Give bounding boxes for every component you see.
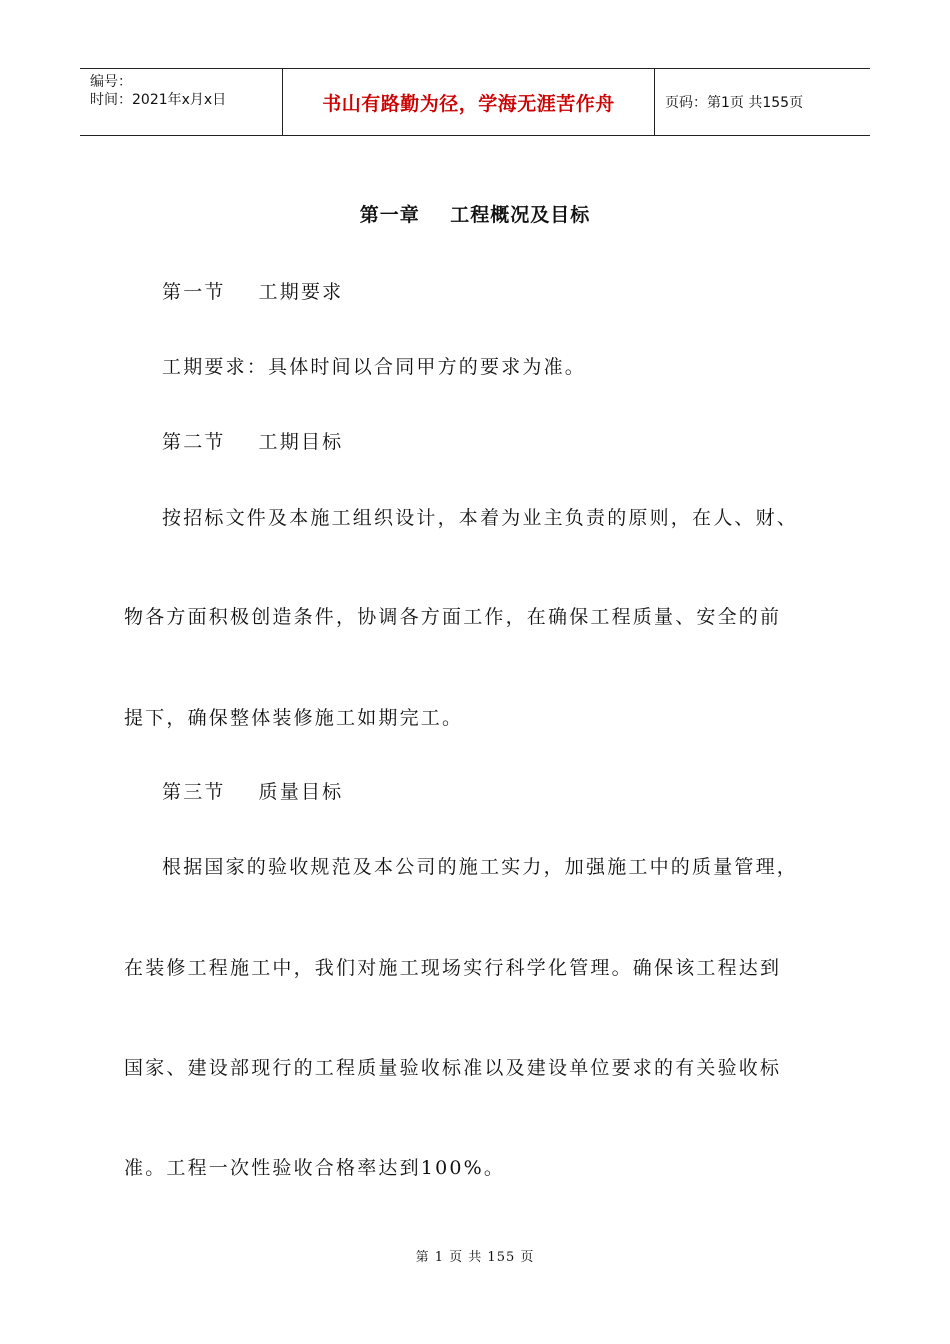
section1-text: 工期要求：具体时间以合同甲方的要求为准。 xyxy=(162,356,587,378)
paragraph-line: 按招标文件及本施工组织设计，本着为业主负责的原则，在人、财、 xyxy=(162,507,799,529)
section-heading-2: 第二节 工期目标 xyxy=(162,431,344,453)
page-footer: 第 1 页 共 155 页 xyxy=(415,1250,535,1265)
section-heading-1: 第一节 工期要求 xyxy=(162,281,344,303)
section-heading-3: 第三节 质量目标 xyxy=(162,781,344,803)
paragraph-line: 国家、建设部现行的工程质量验收标准以及建设单位要求的有关验收标 xyxy=(124,1057,782,1079)
header-table xyxy=(80,68,870,136)
header-meta xyxy=(80,69,282,135)
paragraph-line: 在装修工程施工中，我们对施工现场实行科学化管理。确保该工程达到 xyxy=(124,957,782,979)
chapter-title: 第一章 工程概况及目标 xyxy=(359,204,591,226)
header-page-info: 页码：第1页 共155页 xyxy=(665,95,804,111)
paragraph-line: 提下，确保整体装修施工如期完工。 xyxy=(124,707,464,729)
header-motto: 书山有路勤为径，学海无涯苦作舟 xyxy=(282,69,655,135)
paragraph-line: 准。工程一次性验收合格率达到100%。 xyxy=(124,1157,506,1179)
paragraph-line: 物各方面积极创造条件，协调各方面工作，在确保工程质量、安全的前 xyxy=(124,606,782,628)
paragraph-line: 根据国家的验收规范及本公司的施工实力，加强施工中的质量管理， xyxy=(162,856,799,878)
document-number-label: 编号： xyxy=(90,74,132,90)
document-date: 时间：2021年x月x日 xyxy=(90,92,227,108)
